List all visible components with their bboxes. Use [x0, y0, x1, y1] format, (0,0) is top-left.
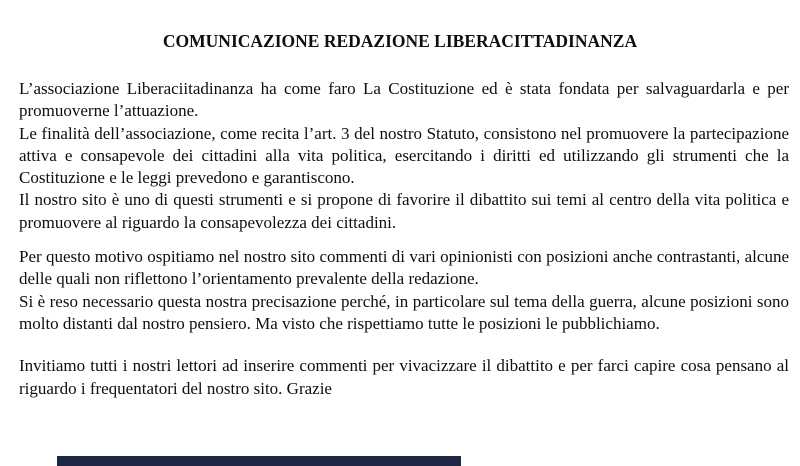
paragraph-clarification: Si è reso necessario questa nostra precisazione perché, in particolare sul tema della guerra, alcune posizioni sono molto distanti dal nostro pensiero. Ma visto che rispettiamo tutte le posizioni le pubblichiamo.	[19, 291, 789, 333]
paragraph-opinions: Per questo motivo ospitiamo nel nostro sito commenti di vari opinionisti con posizioni anche contrastanti, alcune delle quali non riflettono l’orientamento prevalente della redazione.	[19, 247, 789, 289]
paragraph-statute-goals: Le finalità dell’associazione, come recita l’art. 3 del nostro Statuto, consistono nel promuovere la partecipazione attiva e consapevole dei cittadini alla vita politica, esercitando i diritti ed utilizzando gli strumenti che la Costituzione e le leggi prevedono e garantiscono.	[19, 123, 789, 188]
paragraph-site-purpose: Il nostro sito è uno di questi strumenti e si propone di favorire il dibattito sui temi al centro della vita politica e promuovere al riguardo la consapevolezza dei cittadini.	[19, 190, 789, 232]
document-title: COMUNICAZIONE REDAZIONE LIBERACITTADINANZA	[162, 31, 638, 51]
document-body	[0, 78, 800, 400]
paragraph-invitation: Invitiamo tutti i nostri lettori ad inserire commenti per vivacizzare il dibattito e per farci capire cosa pensano al riguardo i frequentatori del nostro sito. Grazie	[19, 356, 789, 398]
footer-bar	[57, 456, 461, 466]
paragraph-association-intro: L’associazione Liberaciitadinanza ha come faro La Costituzione ed è stata fondata per salvaguardarla e per promuoverne l’attuazione.	[19, 79, 789, 121]
